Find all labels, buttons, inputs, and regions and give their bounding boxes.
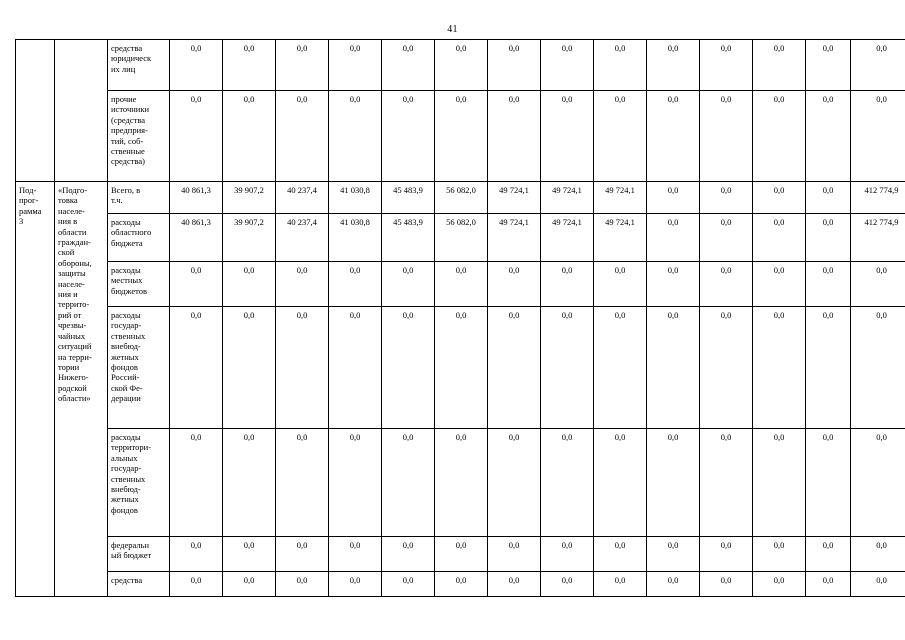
value-cell: 0,0 (806, 40, 851, 91)
value-cell: 0,0 (435, 40, 488, 91)
value-cell: 39 907,2 (223, 182, 276, 214)
funding-source: расходы местных бюджетов (108, 262, 170, 307)
value-cell: 0,0 (806, 214, 851, 262)
value-cell: 0,0 (753, 91, 806, 182)
value-cell: 0,0 (541, 307, 594, 429)
value-cell: 0,0 (488, 572, 541, 597)
value-cell: 0,0 (276, 572, 329, 597)
value-cell: 0,0 (647, 537, 700, 572)
value-cell: 0,0 (806, 91, 851, 182)
value-cell: 0,0 (700, 429, 753, 537)
funding-source: средства (108, 572, 170, 597)
value-cell: 0,0 (329, 572, 382, 597)
value-cell: 0,0 (223, 307, 276, 429)
value-cell: 0,0 (806, 262, 851, 307)
value-cell: 0,0 (223, 429, 276, 537)
value-cell: 0,0 (541, 40, 594, 91)
value-cell: 0,0 (541, 537, 594, 572)
value-cell: 56 082,0 (435, 182, 488, 214)
value-cell: 49 724,1 (594, 182, 647, 214)
value-cell: 0,0 (170, 307, 223, 429)
value-cell: 0,0 (700, 91, 753, 182)
value-cell: 0,0 (541, 91, 594, 182)
value-cell: 45 483,9 (382, 182, 435, 214)
value-cell: 0,0 (170, 262, 223, 307)
value-cell: 0,0 (435, 429, 488, 537)
value-cell: 0,0 (276, 40, 329, 91)
value-cell: 0,0 (806, 182, 851, 214)
value-cell: 0,0 (700, 572, 753, 597)
value-cell: 0,0 (541, 572, 594, 597)
value-cell: 49 724,1 (594, 214, 647, 262)
value-cell: 39 907,2 (223, 214, 276, 262)
value-cell: 0,0 (223, 40, 276, 91)
total-cell: 0,0 (851, 572, 905, 597)
value-cell: 0,0 (382, 572, 435, 597)
table-row (16, 572, 905, 597)
value-cell: 0,0 (329, 40, 382, 91)
value-cell: 45 483,9 (382, 214, 435, 262)
value-cell: 49 724,1 (541, 182, 594, 214)
value-cell: 0,0 (382, 40, 435, 91)
value-cell: 0,0 (700, 214, 753, 262)
value-cell: 41 030,8 (329, 214, 382, 262)
value-cell: 0,0 (170, 537, 223, 572)
value-cell: 0,0 (753, 307, 806, 429)
value-cell: 0,0 (382, 429, 435, 537)
subprogram-title: «Подго- товка населе- ния в области граждан- ской обороны, защиты населе- ния и террито- рий от чрезвы- чайных ситуаций на терри- тории Нижего- родской области» (55, 182, 108, 597)
value-cell: 0,0 (700, 40, 753, 91)
empty-cell (55, 40, 108, 182)
value-cell: 0,0 (382, 262, 435, 307)
value-cell: 0,0 (753, 262, 806, 307)
value-cell: 0,0 (753, 429, 806, 537)
funding-source: федеральн ый бюджет (108, 537, 170, 572)
value-cell: 0,0 (541, 429, 594, 537)
value-cell: 0,0 (223, 572, 276, 597)
value-cell: 40 237,4 (276, 182, 329, 214)
value-cell: 0,0 (382, 91, 435, 182)
value-cell: 0,0 (435, 262, 488, 307)
total-cell: 0,0 (851, 429, 905, 537)
total-cell: 0,0 (851, 262, 905, 307)
value-cell: 0,0 (700, 182, 753, 214)
total-cell: 0,0 (851, 307, 905, 429)
empty-cell (16, 40, 55, 182)
value-cell: 0,0 (382, 537, 435, 572)
value-cell: 0,0 (647, 572, 700, 597)
value-cell: 0,0 (700, 262, 753, 307)
value-cell: 0,0 (276, 537, 329, 572)
value-cell: 0,0 (647, 214, 700, 262)
funding-source: прочие источники (средства предприя- тий, соб- ственные средства) (108, 91, 170, 182)
value-cell: 0,0 (329, 429, 382, 537)
value-cell: 0,0 (806, 429, 851, 537)
total-cell: 0,0 (851, 91, 905, 182)
value-cell: 0,0 (170, 40, 223, 91)
funding-source: расходы территори- альных государ- ственных внебюд- жетных фондов (108, 429, 170, 537)
value-cell: 0,0 (170, 91, 223, 182)
value-cell: 0,0 (594, 429, 647, 537)
value-cell: 0,0 (753, 182, 806, 214)
value-cell: 0,0 (488, 40, 541, 91)
table-row (16, 40, 905, 91)
value-cell: 56 082,0 (435, 214, 488, 262)
value-cell: 0,0 (488, 429, 541, 537)
value-cell: 0,0 (382, 307, 435, 429)
value-cell: 0,0 (488, 537, 541, 572)
value-cell: 0,0 (435, 91, 488, 182)
funding-source: расходы государ- ственных внебюд- жетных фондов Россий- ской Фе- дерации (108, 307, 170, 429)
value-cell: 0,0 (541, 262, 594, 307)
value-cell: 0,0 (329, 262, 382, 307)
value-cell: 0,0 (488, 307, 541, 429)
value-cell: 0,0 (806, 572, 851, 597)
value-cell: 0,0 (170, 429, 223, 537)
value-cell: 0,0 (806, 307, 851, 429)
value-cell: 0,0 (435, 537, 488, 572)
table-row (16, 214, 905, 262)
value-cell: 0,0 (753, 40, 806, 91)
value-cell: 0,0 (647, 429, 700, 537)
value-cell: 0,0 (594, 307, 647, 429)
value-cell: 0,0 (329, 537, 382, 572)
value-cell: 0,0 (223, 91, 276, 182)
value-cell: 0,0 (700, 537, 753, 572)
funding-source: расходы областного бюджета (108, 214, 170, 262)
value-cell: 49 724,1 (488, 214, 541, 262)
value-cell: 0,0 (753, 537, 806, 572)
value-cell: 0,0 (753, 214, 806, 262)
value-cell: 0,0 (594, 91, 647, 182)
total-cell: 412 774,9 (851, 182, 905, 214)
value-cell: 0,0 (594, 572, 647, 597)
value-cell: 0,0 (329, 91, 382, 182)
value-cell: 0,0 (647, 182, 700, 214)
value-cell: 0,0 (329, 307, 382, 429)
budget-table (15, 39, 905, 597)
value-cell: 0,0 (647, 40, 700, 91)
table-row (16, 429, 905, 537)
table-row (16, 262, 905, 307)
value-cell: 40 861,3 (170, 214, 223, 262)
value-cell: 0,0 (753, 572, 806, 597)
total-cell: 0,0 (851, 40, 905, 91)
value-cell: 0,0 (435, 572, 488, 597)
value-cell: 49 724,1 (488, 182, 541, 214)
value-cell: 0,0 (647, 91, 700, 182)
table-row (16, 91, 905, 182)
value-cell: 0,0 (488, 262, 541, 307)
table-row (16, 537, 905, 572)
table-row (16, 307, 905, 429)
value-cell: 40 237,4 (276, 214, 329, 262)
table-row (16, 182, 905, 214)
value-cell: 0,0 (647, 262, 700, 307)
subprogram-label: Под- прог- рамма 3 (16, 182, 55, 597)
value-cell: 0,0 (276, 429, 329, 537)
value-cell: 0,0 (276, 262, 329, 307)
funding-source: Всего, в т.ч. (108, 182, 170, 214)
value-cell: 40 861,3 (170, 182, 223, 214)
value-cell: 0,0 (276, 307, 329, 429)
value-cell: 0,0 (594, 262, 647, 307)
value-cell: 41 030,8 (329, 182, 382, 214)
value-cell: 0,0 (488, 91, 541, 182)
value-cell: 0,0 (276, 91, 329, 182)
value-cell: 0,0 (223, 262, 276, 307)
funding-source: средства юридическ их лиц (108, 40, 170, 91)
value-cell: 49 724,1 (541, 214, 594, 262)
value-cell: 0,0 (647, 307, 700, 429)
value-cell: 0,0 (435, 307, 488, 429)
value-cell: 0,0 (594, 537, 647, 572)
value-cell: 0,0 (594, 40, 647, 91)
value-cell: 0,0 (806, 537, 851, 572)
total-cell: 412 774,9 (851, 214, 905, 262)
value-cell: 0,0 (700, 307, 753, 429)
total-cell: 0,0 (851, 537, 905, 572)
page-number: 41 (447, 24, 458, 35)
value-cell: 0,0 (223, 537, 276, 572)
value-cell: 0,0 (170, 572, 223, 597)
